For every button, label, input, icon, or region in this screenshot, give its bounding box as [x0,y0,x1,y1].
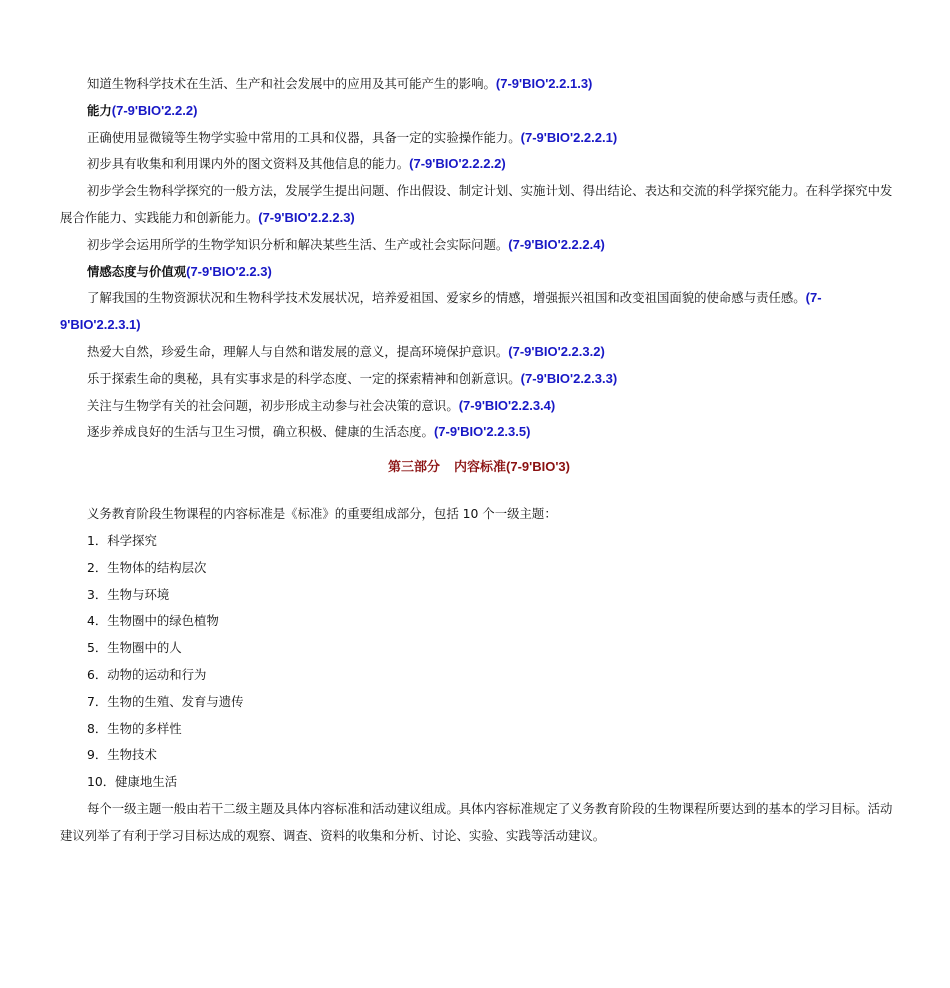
list-item: 3．生物与环境 [87,586,170,602]
standard-code: (7-9'BIO'2.2.2.2) [409,156,506,172]
paragraph [60,232,898,259]
paragraph-text: 逐步养成良好的生活与卫生习惯，确立积极、健康的生活态度。 [87,424,434,440]
standard-code: (7-9'BIO'2.2.3.1) [60,290,822,333]
paragraph-text: 热爱大自然，珍爱生命，理解人与自然和谐发展的意义，提高环境保护意识。 [87,343,509,359]
list-item: 8．生物的多样性 [87,720,182,736]
paragraph: 每个一级主题一般由若干二级主题及具体内容标准和活动建议组成。具体内容标准规定了义务教育阶段的生物课程所要达到的基本的学习目标。活动建议列举了有利于学习目标达成的观察、调查、资料的收集和分析、讨论、实验、实践等活动建议。 [60,800,893,843]
standard-code: (7-9'BIO'2.2.3.3) [520,370,618,386]
section-heading-ability [60,98,898,125]
document-content [60,71,898,850]
list-item: 7．生物的生殖、发育与遗传 [87,693,244,709]
list-item: 9．生物技术 [87,747,157,763]
heading-text: 情感态度与价值观 [87,263,187,279]
standard-code: (7-9'BIO'2.2.3) [186,263,272,279]
paragraph [60,178,898,232]
paragraph-text: 正确使用显微镜等生物学实验中常用的工具和仪器，具备一定的实验操作能力。 [87,129,521,145]
standard-code: (7-9'BIO'2.2.2.3) [258,209,355,225]
standard-code: (7-9'BIO'2.2.2) [111,102,198,118]
standard-code: (7-9'BIO'2.2.3.2) [508,343,605,359]
section-heading-attitude [60,259,898,286]
part-number: 第三部分 [387,460,440,476]
list-item: 2．生物体的结构层次 [87,559,207,575]
list-item: 4．生物圈中的绿色植物 [87,613,219,629]
paragraph [60,285,898,339]
list-item: 5．生物圈中的人 [87,640,182,656]
paragraph-text: 初步具有收集和利用课内外的图文资料及其他信息的能力。 [87,156,410,172]
paragraph-text: 关注与生物学有关的社会问题，初步形成主动参与社会决策的意识。 [87,397,459,413]
paragraph-text: 了解我国的生物资源状况和生物科学技术发展状况，培养爱祖国、爱家乡的情感，增强振兴祖国和改变祖国面貌的使命感与责任感。 [87,290,806,306]
paragraph [60,125,898,152]
standard-code: (7-9'BIO'2.2.2.4) [508,236,605,252]
paragraph-text: 乐于探索生命的奥秘，具有实事求是的科学态度、一定的探索精神和创新意识。 [87,370,521,386]
standard-code: (7-9'BIO'2.2.2.1) [520,129,618,145]
paragraph-text: 初步学会运用所学的生物学知识分析和解决某些生活、生产或社会实际问题。 [87,236,509,252]
paragraph [60,339,898,366]
standard-code: (7-9'BIO'2.2.3.5) [433,424,531,440]
part-name: 内容标准 [454,460,507,476]
heading-text: 能力 [87,102,112,118]
list-item: 10．健康地生活 [87,774,178,790]
part-title [60,454,898,481]
paragraph [60,419,898,446]
topic-list [60,528,898,796]
paragraph-text: 知道生物科学技术在生活、生产和社会发展中的应用及其可能产生的影响。 [87,76,496,91]
paragraph [60,393,898,420]
paragraph: 义务教育阶段生物课程的内容标准是《标准》的重要组成部分，包括 10 个一级主题： [87,506,557,522]
standard-code: (7-9'BIO'2.2.1.3) [495,76,593,91]
standard-code: (7-9'BIO'3) [506,459,570,475]
standard-code: (7-9'BIO'2.2.3.4) [458,397,556,413]
list-item: 6．动物的运动和行为 [87,666,207,682]
paragraph-text: 初步学会生物科学探究的一般方法，发展学生提出问题、作出假设、制定计划、实施计划、得出结论、表达和交流的科学探究能力。在科学探究中发展合作能力、实践能力和创新能力。 [60,183,893,225]
list-item: 1．科学探究 [87,532,157,548]
paragraph [60,71,898,98]
paragraph [60,366,898,393]
paragraph [60,151,898,178]
